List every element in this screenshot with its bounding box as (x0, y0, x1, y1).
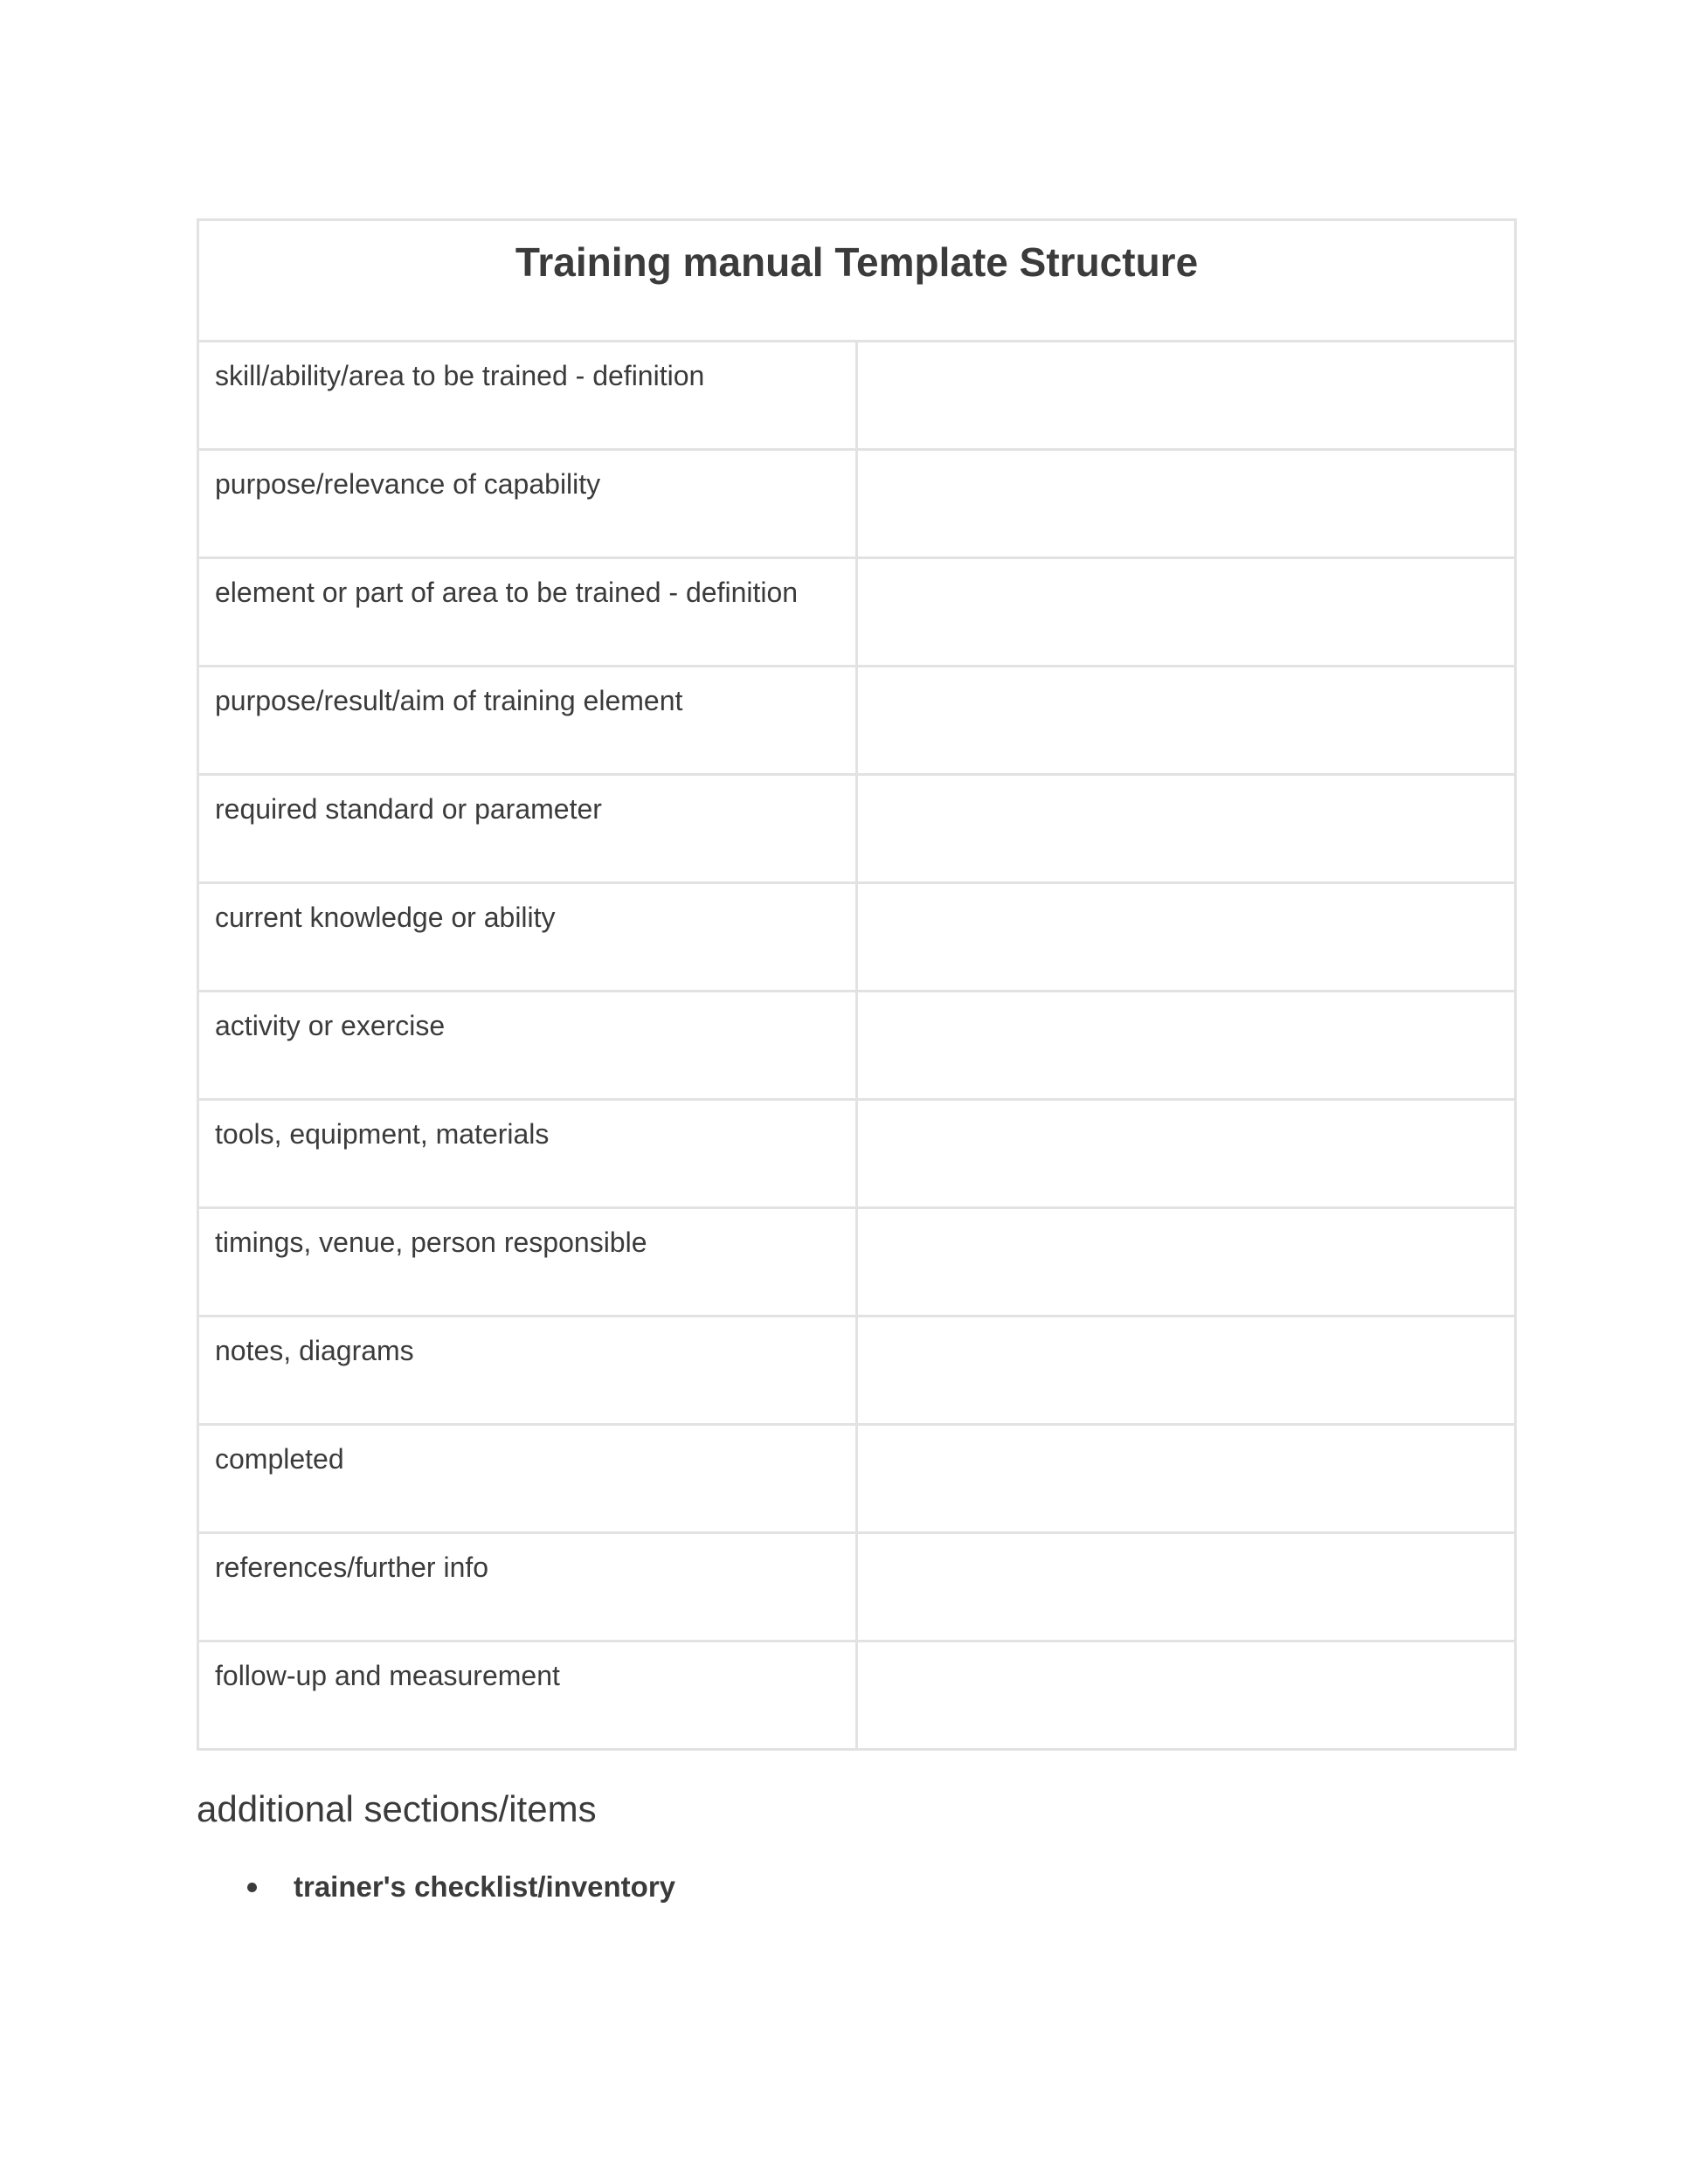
row-label: follow-up and measurement (198, 1641, 857, 1750)
list-item-text: trainer's checklist/inventory (294, 1870, 676, 1903)
table-row (198, 1100, 1516, 1208)
row-value-cell[interactable] (857, 667, 1516, 775)
row-label: references/further info (198, 1533, 857, 1641)
row-label: current knowledge or ability (198, 883, 857, 992)
row-label: skill/ability/area to be trained - definition (198, 342, 857, 450)
table-row (198, 775, 1516, 883)
list-item (197, 1870, 675, 1904)
table-row (198, 1533, 1516, 1641)
row-value-cell[interactable] (857, 883, 1516, 992)
row-label: completed (198, 1425, 857, 1533)
document-title: Training manual Template Structure (515, 239, 1199, 285)
template-table (197, 218, 1517, 1751)
title-cell (198, 220, 1516, 342)
row-value-cell[interactable] (857, 558, 1516, 667)
row-label: purpose/relevance of capability (198, 450, 857, 558)
row-value-cell[interactable] (857, 1100, 1516, 1208)
table-row (198, 1317, 1516, 1425)
title-row (198, 220, 1516, 342)
table-row (198, 558, 1516, 667)
row-value-cell[interactable] (857, 992, 1516, 1100)
row-value-cell[interactable] (857, 1208, 1516, 1317)
additional-sections-heading: additional sections/items (197, 1788, 597, 1829)
row-value-cell[interactable] (857, 1425, 1516, 1533)
row-value-cell[interactable] (857, 1641, 1516, 1750)
table-row (198, 1425, 1516, 1533)
row-value-cell[interactable] (857, 450, 1516, 558)
row-label: element or part of area to be trained - definition (198, 558, 857, 667)
row-value-cell[interactable] (857, 342, 1516, 450)
table-row (198, 1641, 1516, 1750)
row-label: timings, venue, person responsible (198, 1208, 857, 1317)
table-row (198, 450, 1516, 558)
row-label: activity or exercise (198, 992, 857, 1100)
row-value-cell[interactable] (857, 775, 1516, 883)
row-label: notes, diagrams (198, 1317, 857, 1425)
bullet-icon (247, 1883, 257, 1892)
table-row (198, 1208, 1516, 1317)
table-row (198, 883, 1516, 992)
table-row (198, 992, 1516, 1100)
table-row (198, 667, 1516, 775)
row-value-cell[interactable] (857, 1533, 1516, 1641)
row-label: required standard or parameter (198, 775, 857, 883)
row-value-cell[interactable] (857, 1317, 1516, 1425)
table-row (198, 342, 1516, 450)
row-label: purpose/result/aim of training element (198, 667, 857, 775)
additional-items-list (197, 1870, 675, 1904)
row-label: tools, equipment, materials (198, 1100, 857, 1208)
